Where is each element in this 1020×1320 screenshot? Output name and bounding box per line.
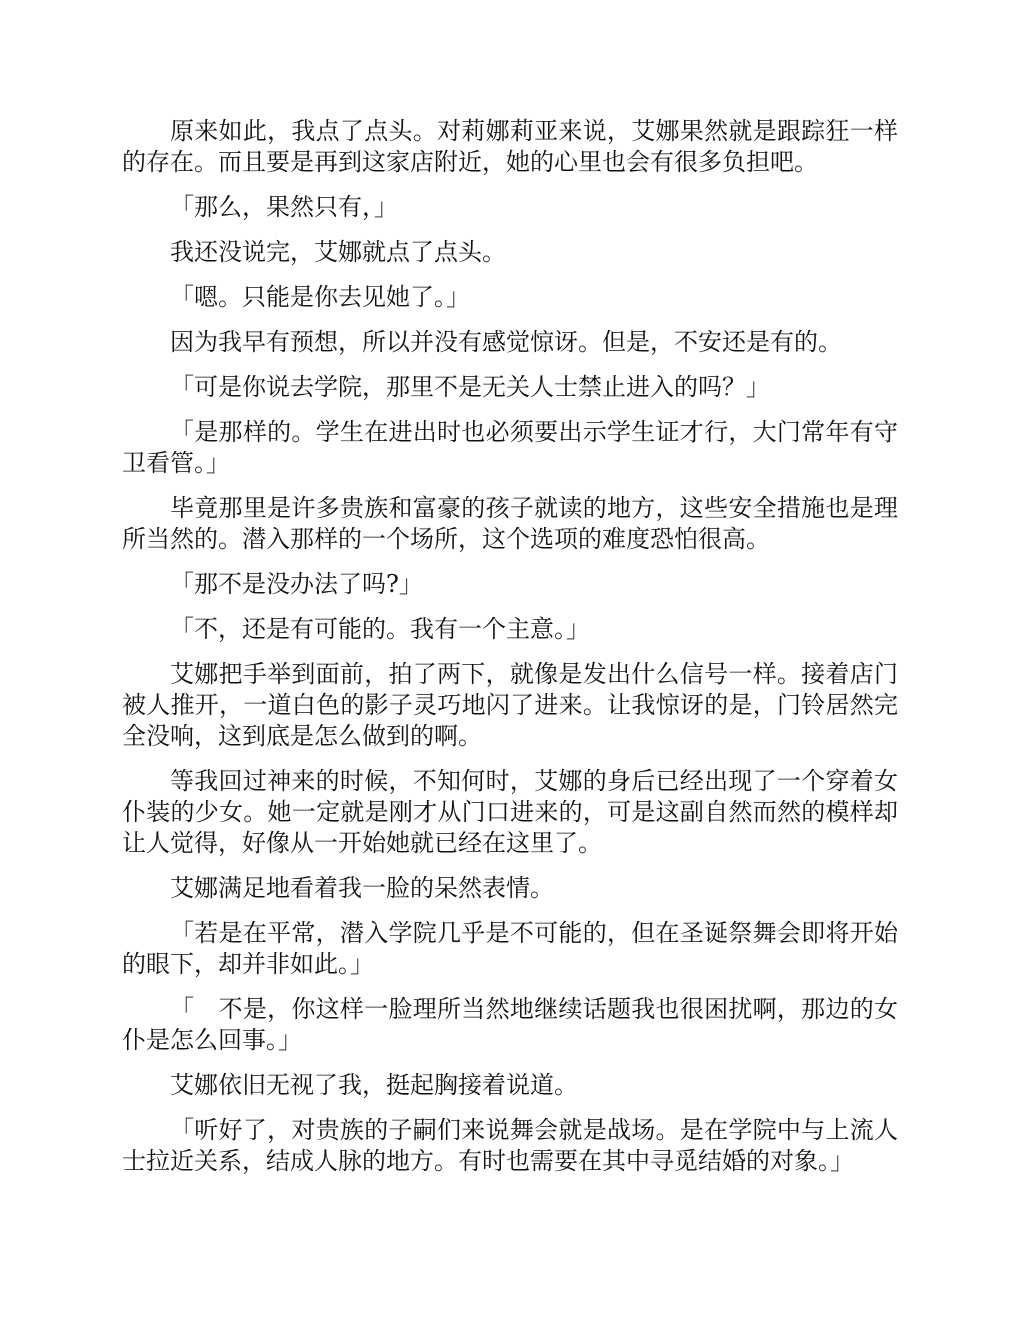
paragraph-8: 毕竟那里是许多贵族和富豪的孩子就读的地方，这些安全措施也是理所当然的。潜入那样的一个场所，这个选项的难度恐怕很高。 [122,494,898,553]
paragraph-3: 我还没说完，艾娜就点了点头。 [170,238,506,266]
paragraph-6: 「可是你说去学院，那里不是无关人士禁止进入的吗？」 [170,373,770,401]
paragraph-13: 艾娜满足地看着我一脸的呆然表情。 [170,874,554,902]
paragraph-15: 「 不是，你这样一脸理所当然地继续话题我也很困扰啊，那边的女仆是怎么回事。」 [122,995,898,1054]
paragraph-2: 「那么，果然只有，」 [170,193,398,221]
paragraph-16: 艾娜依旧无视了我，挺起胸接着说道。 [170,1071,578,1099]
paragraph-1: 原来如此，我点了点头。对莉娜莉亚来说，艾娜果然就是跟踪狂一样的存在。而且要是再到这家店附近，她的心里也会有很多负担吧。 [122,117,898,176]
paragraph-11: 艾娜把手举到面前，拍了两下，就像是发出什么信号一样。接着店门被人推开，一道白色的影子灵巧地闪了进来。让我惊讶的是，门铃居然完全没响，这到底是怎么做到的啊。 [122,660,898,750]
paragraph-5: 因为我早有预想，所以并没有感觉惊讶。但是，不安还是有的。 [170,328,842,356]
paragraph-4: 「嗯。只能是你去见她了。」 [170,283,470,311]
paragraph-10: 「不，还是有可能的。我有一个主意。」 [170,615,590,643]
paragraph-12: 等我回过神来的时候，不知何时，艾娜的身后已经出现了一个穿着女仆装的少女。她一定就是刚才从门口进来的，可是这副自然而然的模样却让人觉得，好像从一开始她就已经在这里了。 [122,767,898,857]
paragraph-9: 「那不是没办法了吗?」 [170,570,423,598]
document-page [122,116,898,1191]
paragraph-14: 「若是在平常，潜入学院几乎是不可能的，但在圣诞祭舞会即将开始的眼下，却并非如此。」 [122,919,898,978]
paragraph-7: 「是那样的。学生在进出时也必须要出示学生证才行，大门常年有守卫看管。」 [122,418,898,477]
paragraph-17: 「听好了，对贵族的子嗣们来说舞会就是战场。是在学院中与上流人士拉近关系，结成人脉的地方。有时也需要在其中寻觅结婚的对象。」 [122,1116,898,1175]
